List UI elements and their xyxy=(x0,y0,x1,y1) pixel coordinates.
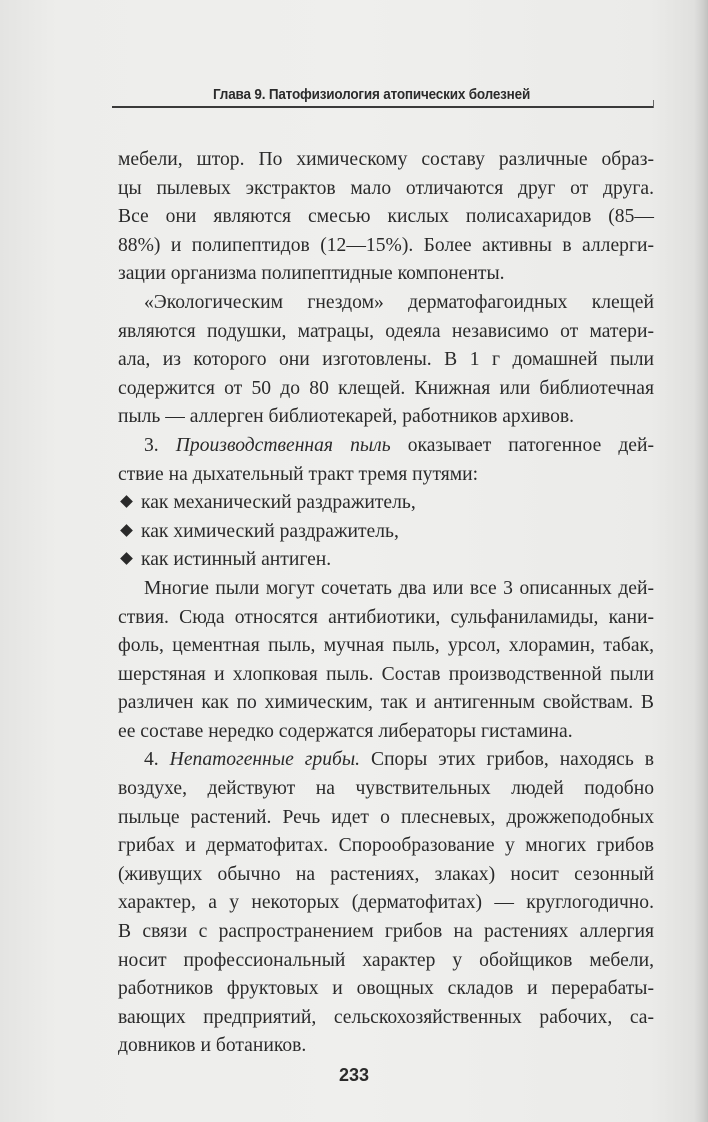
text-line: характер, а у некоторых (дерматофитах) — круглогодично. xyxy=(118,892,654,914)
page-edge-shadow xyxy=(694,0,708,1122)
text-fragment: оказывает патогенное дей- xyxy=(407,434,654,456)
section-term: Непатогенные грибы. xyxy=(169,749,361,771)
text-line: зации организма полипептидные компоненты. xyxy=(118,263,505,285)
text-line: фоль, цементная пыль, мучная пыль, урсол, хлорамин, табак, xyxy=(118,635,654,657)
text-line: ствие на дыхательный тракт тремя путями: xyxy=(118,463,479,485)
text-line: являются подушки, матрацы, одеяла независимо от матери- xyxy=(118,320,654,342)
text-line: (живущих обычно на растениях, злаках) носит сезонный xyxy=(118,863,654,885)
text-line: Многие пыли могут сочетать два или все 3 описанных дей- xyxy=(144,577,654,599)
diamond-bullet-icon xyxy=(120,524,133,537)
text-line xyxy=(118,746,654,775)
list-item xyxy=(118,489,654,518)
list-item xyxy=(118,546,654,575)
list-item-text: как химический раздражитель, xyxy=(141,520,399,542)
text-line: шерстяная и хлопковая пыль. Состав производственной пыли xyxy=(118,663,654,685)
text-line: работников фруктовых и овощных складов и перерабаты- xyxy=(118,978,654,1000)
list-number: 3. xyxy=(144,434,159,456)
text-line: вающих предприятий, сельскохозяйственных рабочих, са- xyxy=(118,1006,654,1028)
text-line: довников и ботаников. xyxy=(118,1035,307,1057)
list-item-text: как механический раздражитель, xyxy=(141,492,416,514)
text-line: воздухе, действуют на чувствительных людей подобно xyxy=(118,778,654,800)
list-item xyxy=(118,518,654,547)
text-line: «Экологическим гнездом» дерматофагоидных клещей xyxy=(144,291,654,313)
section-term: Производственная пыль xyxy=(175,434,391,456)
text-line: носит профессиональный характер у обойщиков мебели, xyxy=(118,949,654,971)
text-line: пыль — аллерген библиотекарей, работников архивов. xyxy=(118,406,575,428)
diamond-bullet-icon xyxy=(120,495,133,508)
text-line: В связи с распространением грибов на растениях аллергия xyxy=(118,921,654,943)
text-line: ствия. Сюда относятся антибиотики, сульфаниламиды, кани- xyxy=(118,606,654,628)
text-line: грибах и дерматофитах. Спорообразование у многих грибов xyxy=(118,835,654,857)
list-item-text: как истинный антиген. xyxy=(141,549,332,571)
diamond-bullet-icon xyxy=(120,552,133,565)
header-rule xyxy=(112,106,653,108)
list-number: 4. xyxy=(144,749,159,771)
text-line: цы пылевых экстрактов мало отличаются друг от друга. xyxy=(118,177,654,199)
text-line: различен как по химическим, так и антигенным свойствам. В xyxy=(118,692,654,714)
text-line xyxy=(118,432,654,461)
running-head: Глава 9. Патофизиология атопических болезней xyxy=(213,86,531,103)
text-line: пыльце растений. Речь идет о плесневых, дрожжеподобных xyxy=(118,806,654,828)
text-line: ала, из которого они изготовлены. В 1 г домашней пыли xyxy=(118,349,654,371)
page-number: 233 xyxy=(338,1065,370,1085)
text-line: 88%) и полипептидов (12—15%). Более активны в аллерги- xyxy=(118,234,654,256)
body-text xyxy=(118,146,654,1061)
text-line: Все они являются смесью кислых полисахаридов (85— xyxy=(118,206,654,228)
text-line: содержится от 50 до 80 клещей. Книжная или библиотечная xyxy=(118,377,654,399)
text-line: ее составе нередко содержатся либераторы гистамина. xyxy=(118,720,573,742)
text-line: мебели, штор. По химическому составу различные образ- xyxy=(118,149,654,170)
margin-mark xyxy=(653,100,654,108)
text-fragment: Споры этих грибов, находясь в xyxy=(371,749,654,771)
